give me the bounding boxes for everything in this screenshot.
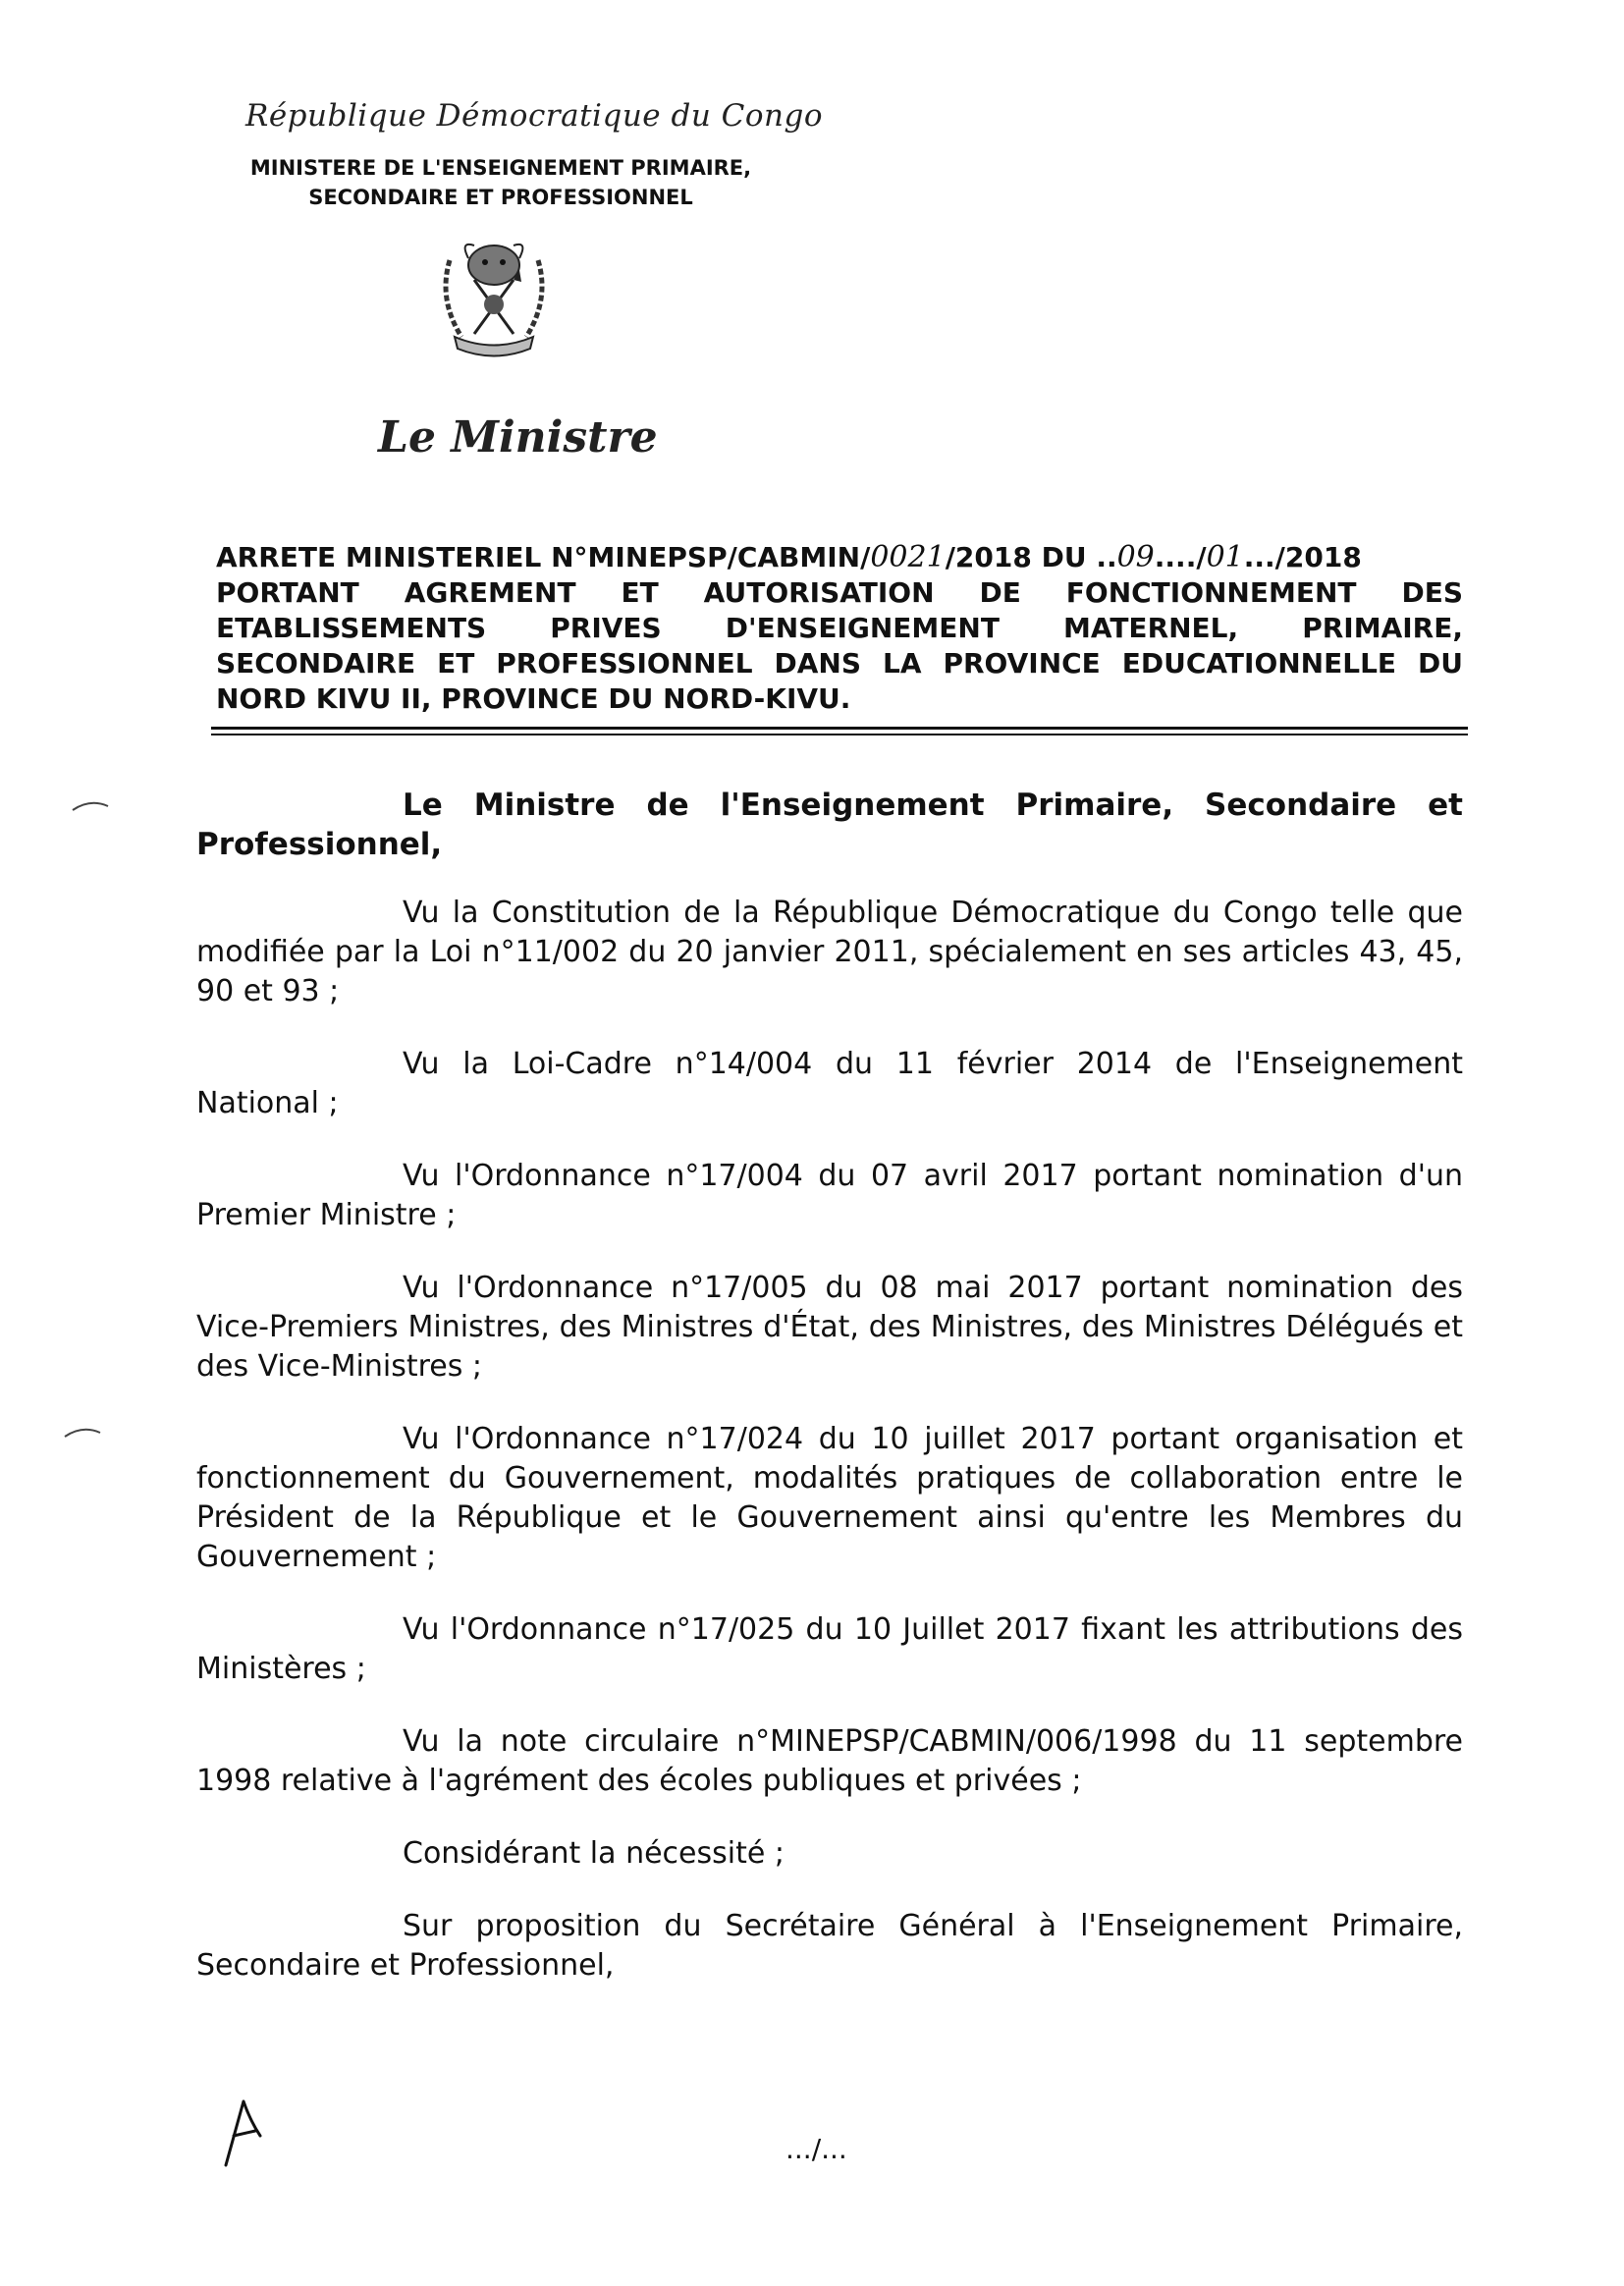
paragraph-note-circulaire: Vu la note circulaire n°MINEPSP/CABMIN/006/1998 du 11 septembre 1998 relative à l'agrément des écoles publiques et privées ;	[196, 1724, 1463, 1798]
decree-year-suffix: .../2018	[1243, 541, 1362, 573]
page-continuation: .../...	[785, 2133, 847, 2165]
paragraph-ordonnance-17-024: Vu l'Ordonnance n°17/024 du 10 juillet 2017 portant organisation et fonctionnement du Gouvernement, modalités pratiques de collaboration entre le Président de la République et le Gouvernement ainsi qu'entre les Membres du Gouvernement ;	[196, 1422, 1463, 1574]
title-divider	[211, 727, 1468, 730]
decree-number-handwritten: 0021	[870, 540, 946, 574]
paragraph-proposition: Sur proposition du Secrétaire Général à l'Enseignement Primaire, Secondaire et Professionnel,	[196, 1909, 1463, 1983]
decree-reference-line	[216, 540, 1463, 575]
paragraph-ordonnance-17-005: Vu l'Ordonnance n°17/005 du 08 mai 2017 portant nomination des Vice-Premiers Ministres, des Ministres d'État, des Ministres, des Ministres Délégués et des Vice-Ministres ;	[196, 1271, 1463, 1384]
decree-subject-line-3: SECONDAIRE ET PROFESSIONNEL DANS LA PROVINCE EDUCATIONNELLE DU	[216, 647, 1463, 680]
decree-day-handwritten: 09	[1116, 540, 1155, 574]
decree-date-sep: ..../	[1154, 541, 1207, 573]
ministry-line-2: SECONDAIRE ET PROFESSIONNEL	[308, 186, 693, 209]
title-divider-secondary	[211, 734, 1468, 735]
republic-heading: République Démocratique du Congo	[245, 98, 824, 134]
decree-subject-line-2: ETABLISSEMENTS PRIVES D'ENSEIGNEMENT MATERNEL, PRIMAIRE,	[216, 612, 1463, 644]
ministry-name	[236, 153, 766, 212]
scan-mark-icon	[63, 1424, 102, 1438]
paragraph-loi-cadre: Vu la Loi-Cadre n°14/004 du 11 février 2014 de l'Enseignement National ;	[196, 1047, 1463, 1120]
ministry-line-1: MINISTERE DE L'ENSEIGNEMENT PRIMAIRE,	[249, 156, 752, 180]
paragraph-ordonnance-17-025: Vu l'Ordonnance n°17/025 du 10 Juillet 2017 fixant les attributions des Ministères ;	[196, 1612, 1463, 1686]
intro-text: Le Ministre de l'Enseignement Primaire, Secondaire et Professionnel,	[196, 788, 1463, 862]
decree-year-sep: /2018 DU ..	[945, 541, 1117, 573]
decree-number-prefix: ARRETE MINISTERIEL N°MINEPSP/CABMIN/	[216, 541, 871, 573]
coat-of-arms-icon	[420, 221, 568, 368]
decree-subject-line-4: NORD KIVU II, PROVINCE DU NORD-KIVU.	[216, 682, 851, 715]
intro-paragraph	[196, 786, 1463, 864]
decree-body	[196, 786, 1463, 2019]
decree-title	[216, 540, 1463, 717]
scan-mark-icon	[71, 797, 110, 811]
decree-subject-line-1: PORTANT AGREMENT ET AUTORISATION DE FONCTIONNEMENT DES	[216, 576, 1463, 609]
paragraph-constitution: Vu la Constitution de la République Démocratique du Congo telle que modifiée par la Loi n°11/002 du 20 janvier 2011, spécialement en ses articles 43, 45, 90 et 93 ;	[196, 896, 1463, 1008]
signature-heading: Le Ministre	[378, 412, 658, 463]
decree-month-handwritten: 01	[1206, 540, 1244, 574]
paragraph-considerant: Considérant la nécessité ;	[403, 1836, 785, 1871]
handwritten-initial-icon	[216, 2082, 275, 2170]
paragraph-ordonnance-17-004: Vu l'Ordonnance n°17/004 du 07 avril 2017 portant nomination d'un Premier Ministre ;	[196, 1159, 1463, 1232]
